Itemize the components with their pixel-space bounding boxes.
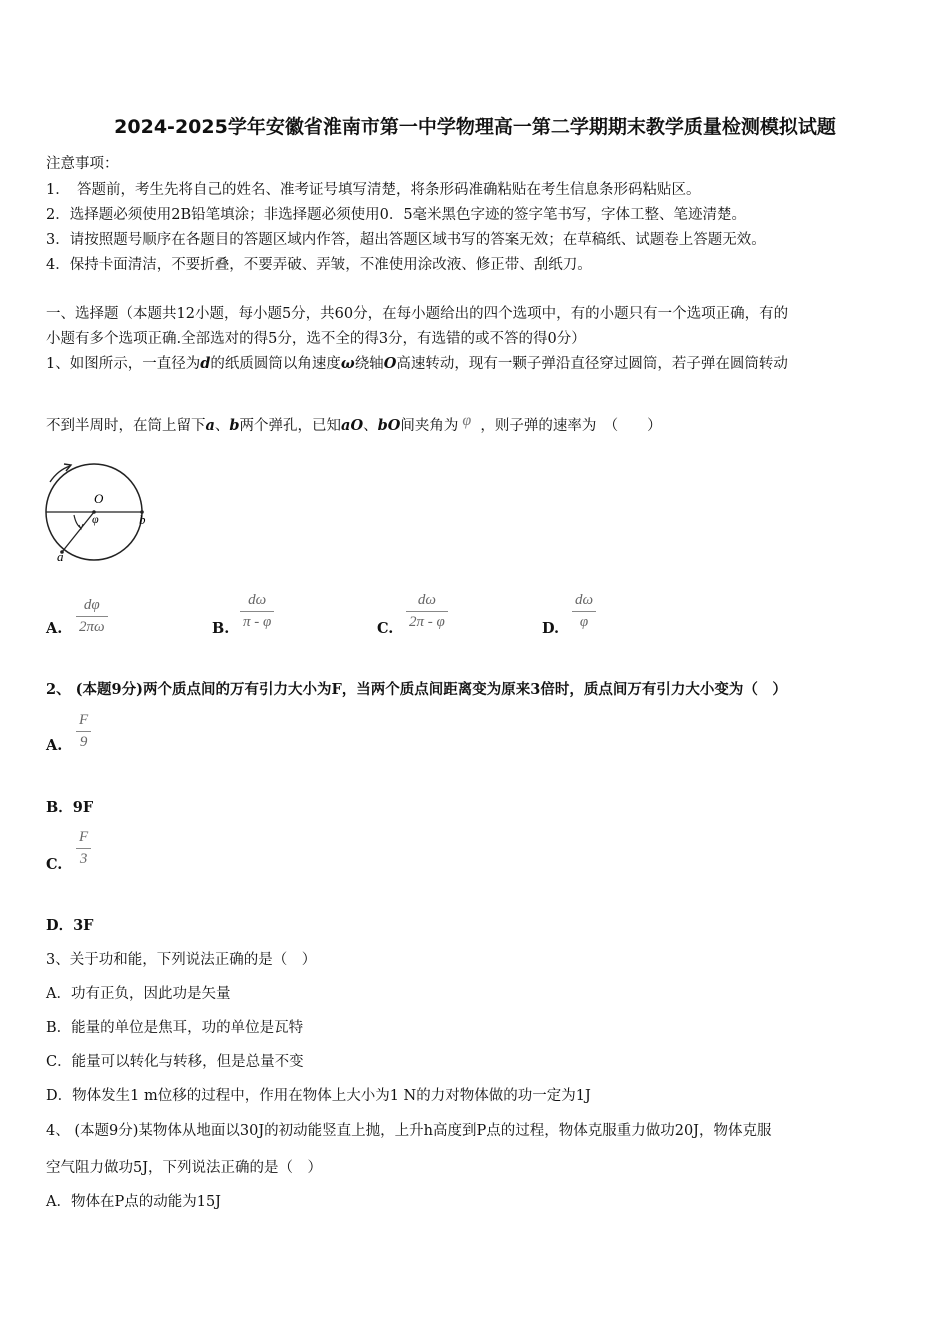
q3-option-d: D．物体发生1 m位移的过程中，作用在物体上大小为1 N的力对物体做的功一定为1J	[46, 1088, 591, 1104]
q1-stem-line-2	[46, 414, 662, 435]
fraction-denominator: 2π - φ	[406, 611, 448, 631]
fraction-numerator: dφ	[83, 597, 100, 613]
q1-cylinder-diagram	[36, 452, 156, 564]
q3-option-c: C．能量可以转化与转移，但是总量不变	[46, 1054, 304, 1070]
q1-option-b-fraction	[240, 592, 274, 631]
page-title: 2024-2025学年安徽省淮南市第一中学物理高一第二学期期末教学质量检测模拟试题	[114, 116, 836, 138]
q1-text: 、	[363, 418, 378, 434]
fraction-denominator: 2πω	[76, 616, 108, 636]
q1-var-ao: aO	[341, 417, 364, 434]
q1-stem-line-1	[46, 352, 788, 373]
q4-option-a: A．物体在P点的动能为15J	[46, 1194, 221, 1210]
rotation-arc	[50, 466, 70, 482]
q3-option-a: A．功有正负，因此功是矢量	[46, 986, 231, 1002]
label-phi: φ	[92, 512, 99, 526]
q1-option-b-letter: B.	[212, 620, 230, 637]
label-o: O	[94, 491, 104, 506]
q2-option-a-fraction	[76, 712, 91, 751]
q1-text: 间夹角为	[400, 418, 459, 434]
label-a: a	[57, 549, 64, 564]
q3-stem: 3、关于功和能，下列说法正确的是（ ）	[46, 952, 317, 968]
q1-var-omega: ω	[340, 355, 355, 372]
q1-var-o: O	[383, 355, 397, 372]
q1-text: 高速转动，现有一颗子弹沿直径穿过圆筒，若子弹在圆筒转动	[396, 356, 788, 372]
notice-item-2: 2．选择题必须使用2B铅笔填涂；非选择题必须使用0．5毫米黑色字迹的签字笔书写，字体工整、笔迹清楚。	[46, 207, 747, 223]
q2-option-d: D．3F	[46, 917, 94, 934]
fraction-numerator: F	[79, 712, 89, 728]
fraction-denominator: 3	[76, 848, 91, 868]
q2-option-c-fraction	[76, 829, 91, 868]
fraction-numerator: F	[79, 829, 89, 845]
q4-stem-line-1: 4、 (本题9分)某物体从地面以30J的初动能竖直上抛，上升h高度到P点的过程，物体克服重力做功20J，物体克服	[46, 1123, 772, 1139]
q1-option-a-letter: A.	[46, 620, 63, 637]
label-b: b	[139, 512, 146, 527]
q3-option-b: B．能量的单位是焦耳，功的单位是瓦特	[46, 1020, 304, 1036]
fraction-numerator: dω	[248, 592, 267, 608]
section-instructions-line-2: 小题有多个选项正确.全部选对的得5分，选不全的得3分，有选错的或不答的得0分）	[46, 331, 586, 347]
q1-var-bo: bO	[377, 417, 401, 434]
q1-option-d-letter: D.	[542, 620, 560, 637]
notice-item-4: 4．保持卡面清洁，不要折叠，不要弄破、弄皱，不准使用涂改液、修正带、刮纸刀。	[46, 257, 592, 273]
q1-option-d-fraction	[572, 592, 596, 631]
q1-option-c-letter: C.	[377, 620, 394, 637]
section-instructions-line-1: 一、选择题（本题共12小题，每小题5分，共60分，在每小题给出的四个选项中，有的小题只有一个选项正确，有的	[46, 306, 789, 322]
q1-var-b: b	[229, 417, 240, 434]
q4-stem-line-2: 空气阻力做功5J，下列说法正确的是（ ）	[46, 1160, 323, 1176]
q1-text: 不到半周时，在筒上留下	[46, 418, 206, 434]
q1-text: 两个弹孔，已知	[239, 418, 342, 434]
q1-text: ，则子弹的速率为 （ ）	[480, 418, 662, 434]
notice-heading: 注意事项：	[46, 156, 119, 172]
q1-text: 、	[214, 418, 230, 434]
fraction-denominator: π - φ	[240, 611, 274, 631]
q1-text: 1、如图所示，一直径为	[46, 356, 201, 372]
q2-option-c-letter: C.	[46, 856, 63, 873]
q1-option-a-fraction	[76, 597, 108, 636]
q1-option-c-fraction	[406, 592, 448, 631]
fraction-numerator: dω	[417, 592, 436, 608]
q2-stem: 2、 (本题9分)两个质点间的万有引力大小为F，当两个质点间距离变为原来3倍时，质点间万有引力大小变为（ ）	[46, 681, 787, 698]
fraction-denominator: 9	[76, 731, 91, 751]
q1-text: 的纸质圆筒以角速度	[210, 356, 341, 372]
radius-oa	[62, 512, 94, 552]
q1-var-a: a	[205, 417, 215, 434]
notice-item-3: 3．请按照题号顺序在各题目的答题区域内作答，超出答题区域书写的答案无效；在草稿纸、试题卷上答题无效。	[46, 232, 766, 248]
q1-phi-symbol: φ	[462, 412, 472, 429]
q2-option-b: B．9F	[46, 799, 94, 816]
angle-arrow	[79, 524, 83, 529]
q2-option-a-letter: A.	[46, 737, 63, 754]
q1-var-d: d	[200, 355, 211, 372]
q1-text: 绕轴	[354, 356, 384, 372]
notice-item-1: 1． 答题前，考生先将自己的姓名、准考证号填写清楚，将条形码准确粘贴在考生信息条形码粘贴区。	[46, 182, 701, 198]
fraction-denominator: φ	[572, 611, 596, 631]
fraction-numerator: dω	[575, 592, 594, 608]
